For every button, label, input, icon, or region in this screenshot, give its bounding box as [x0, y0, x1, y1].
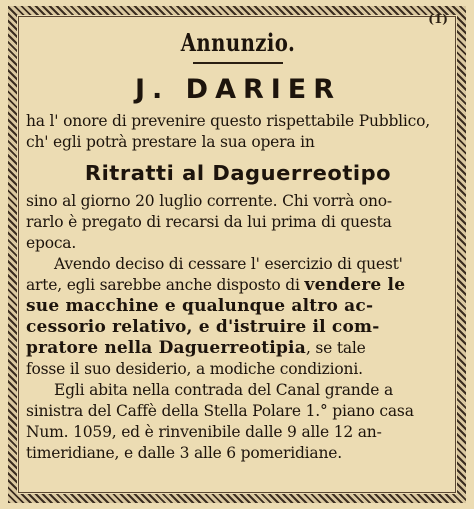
para1-line-2: rarlo è pregato di recarsi da lui prima di questa — [26, 213, 392, 231]
para1-line-1: sino al giorno 20 luglio corrente. Chi vorrà ono- — [26, 192, 392, 210]
para2-line-1: Avendo deciso di cessare l' esercizio di quest' — [54, 255, 403, 273]
para2-line-5 — [26, 338, 450, 359]
para3-line-2: sinistra del Caffè della Stella Polare 1.° piano casa — [26, 402, 414, 420]
para2-line-4: cessorio relativo, e d'istruire il com- — [26, 317, 380, 337]
para2-line-2 — [26, 275, 450, 296]
intro-line-2: ch' egli potrà prestare la sua opera in — [26, 133, 315, 151]
advertiser-name: J. DARIER — [134, 74, 342, 105]
intro-line-1: ha l' onore di prevenire questo rispettabile Pubblico, — [26, 112, 431, 130]
announcement — [26, 22, 450, 464]
service-subject: Ritratti al Daguerreotipo — [84, 161, 392, 185]
para3-line-4: timeridiane, e dalle 3 alle 6 pomeridiane. — [26, 444, 342, 462]
para2-line-5-bold: pratore nella Daguerreotipia — [26, 338, 306, 358]
para3-line-1: Egli abita nella contrada del Canal grande a — [54, 381, 394, 399]
para2-line-5-text: , se tale — [305, 339, 366, 357]
para3-line-3: Num. 1059, ed è rinvenibile dalle 9 alle 12 an- — [26, 423, 382, 441]
para2-line-6: fosse il suo desiderio, a modiche condizioni. — [26, 360, 363, 378]
para2-line-2-bold: vendere le — [304, 275, 406, 295]
announcement-title: Annunzio. — [180, 28, 296, 57]
title-underline — [193, 62, 283, 64]
para2-line-3: sue macchine e qualunque altro ac- — [26, 296, 374, 316]
para2-line-2-text: arte, egli sarebbe anche disposto di — [26, 276, 305, 294]
para1-line-3: epoca. — [26, 234, 77, 252]
page-number: (1) — [428, 12, 448, 26]
